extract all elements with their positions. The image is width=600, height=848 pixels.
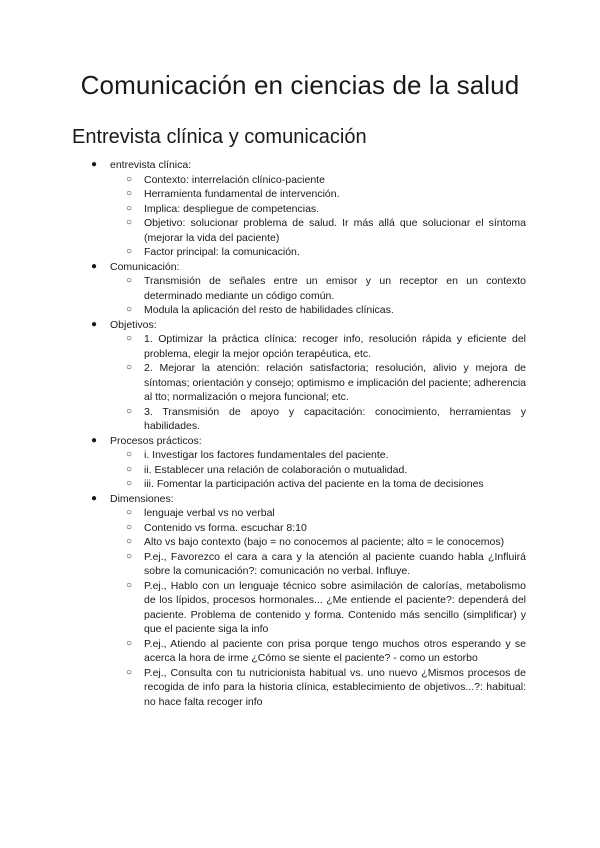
sub-list-item — [126, 274, 526, 303]
bullet-hollow-icon: ○ — [126, 666, 133, 678]
sub-item-text: 2. Mejorar la atención: relación satisfactoria; resolución, alivio y mejora de síntomas; orientación y consejo; optimismo e implicación del paciente; adherencia al tto; normalización o mejora funcional; etc. — [144, 362, 526, 403]
sub-list-item — [126, 637, 526, 666]
section-label: Dimensiones: — [110, 492, 174, 505]
bullet-hollow-icon: ○ — [126, 536, 133, 547]
sub-list-item — [126, 361, 526, 405]
bullet-filled-icon: ● — [91, 492, 98, 504]
sub-item-text: i. Investigar los factores fundamentales del paciente. — [144, 449, 389, 461]
sub-list-item — [126, 187, 526, 202]
bullet-filled-icon: ● — [91, 260, 98, 272]
sub-list — [110, 332, 600, 434]
sub-item-text: Objetivo: solucionar problema de salud. Ir más allá que solucionar el síntoma (mejorar la vida del paciente) — [144, 217, 526, 244]
sub-list — [110, 274, 600, 318]
sub-list-item — [126, 666, 526, 710]
bullet-hollow-icon: ○ — [126, 246, 133, 257]
sub-item-text: ii. Establecer una relación de colaboración o mutualidad. — [144, 463, 408, 476]
bullet-hollow-icon: ○ — [126, 550, 133, 562]
bullet-hollow-icon: ○ — [126, 521, 133, 533]
bullet-hollow-icon: ○ — [126, 449, 133, 460]
bullet-hollow-icon: ○ — [126, 405, 133, 417]
sub-item-text: P.ej., Consulta con tu nutricionista habitual vs. uno nuevo ¿Mismos procesos de recogida de info para la historia clínica, establecimiento de objetivos...?: habitual: no hace falta recoger info — [144, 666, 526, 708]
sub-item-text: Factor principal: la comunicación. — [144, 246, 300, 258]
sub-list-item — [126, 332, 526, 361]
outline-section — [0, 434, 600, 492]
section-label: Comunicación: — [110, 260, 180, 273]
bullet-hollow-icon: ○ — [126, 173, 133, 185]
outline-section — [0, 492, 600, 710]
bullet-hollow-icon: ○ — [126, 333, 133, 344]
bullet-hollow-icon: ○ — [126, 275, 133, 286]
sub-item-text: lenguaje verbal vs no verbal — [144, 507, 275, 519]
bullet-hollow-icon: ○ — [126, 637, 133, 649]
bullet-hollow-icon: ○ — [126, 304, 133, 315]
bullet-hollow-icon: ○ — [126, 463, 133, 475]
sub-item-text: Alto vs bajo contexto (bajo = no conocemos al paciente; alto = le conocemos) — [144, 536, 505, 548]
sub-list-item — [126, 245, 526, 260]
section-heading: Entrevista clínica y comunicación — [72, 126, 367, 148]
sub-item-text: Contexto: interrelación clínico-paciente — [144, 173, 325, 186]
sub-item-text: P.ej., Favorezco el cara a cara y la atención al paciente cuando habla ¿Influirá sobre la comunicación?: comunicación no verbal. Influye. — [144, 550, 526, 577]
bullet-filled-icon: ● — [91, 318, 98, 330]
sub-list-item — [126, 579, 526, 637]
sub-list — [110, 448, 600, 492]
sub-list-item — [126, 506, 526, 521]
bullet-hollow-icon: ○ — [126, 362, 133, 373]
sub-list-item — [126, 405, 526, 434]
sub-item-text: 3. Transmisión de apoyo y capacitación: conocimiento, herramientas y habilidades. — [144, 405, 526, 432]
sub-list-item — [126, 463, 526, 478]
document-title: Comunicación en ciencias de la salud — [80, 70, 520, 100]
outline-list — [0, 158, 600, 709]
sub-item-text: Herramienta fundamental de intervención. — [144, 188, 340, 200]
bullet-hollow-icon: ○ — [126, 202, 133, 214]
sub-item-text: P.ej., Atiendo al paciente con prisa porque tengo muchos otros esperando y se acerca la hora de irme ¿Cómo se siente el paciente? - como un estorbo — [144, 637, 526, 664]
sub-list-item — [126, 477, 526, 492]
bullet-hollow-icon: ○ — [126, 507, 133, 518]
sub-list — [110, 173, 600, 260]
sub-item-text: Implica: despliegue de competencias. — [144, 202, 320, 215]
sub-list-item — [126, 173, 526, 188]
section-label: Objetivos: — [110, 318, 157, 331]
sub-item-text: Transmisión de señales entre un emisor y un receptor en un contexto determinado mediante un código común. — [144, 275, 526, 302]
bullet-hollow-icon: ○ — [126, 579, 133, 591]
sub-list-item — [126, 448, 526, 463]
sub-item-text: 1. Optimizar la práctica clínica: recoger info, resolución rápida y eficiente del problema, elegir la mejor opción terapéutica, etc. — [144, 333, 526, 360]
sub-list-item — [126, 216, 526, 245]
section-label: Procesos prácticos: — [110, 434, 202, 447]
bullet-filled-icon: ● — [91, 434, 98, 446]
outline-section — [0, 260, 600, 318]
sub-item-text: Modula la aplicación del resto de habilidades clínicas. — [144, 304, 394, 316]
bullet-hollow-icon: ○ — [126, 217, 133, 228]
sub-list-item — [126, 521, 526, 536]
sub-item-text: iii. Fomentar la participación activa del paciente en la toma de decisiones — [144, 478, 484, 490]
sub-item-text: Contenido vs forma. escuchar 8:10 — [144, 521, 307, 534]
bullet-hollow-icon: ○ — [126, 188, 133, 199]
document-body — [0, 158, 600, 709]
bullet-filled-icon: ● — [91, 159, 98, 170]
sub-list-item — [126, 202, 526, 217]
sub-list — [110, 506, 600, 709]
sub-item-text: P.ej., Hablo con un lenguaje técnico sobre asimilación de calorías, metabolismo de los lípidos, procesos hormonales... ¿Me entiende el paciente?: dependerá del paciente. Problema de contenido y forma. Contenido más sencillo (simplificar) y que el paciente siga la info — [144, 579, 526, 635]
sub-list-item — [126, 303, 526, 318]
outline-section — [0, 158, 600, 260]
section-label: entrevista clínica: — [110, 159, 192, 171]
outline-section — [0, 318, 600, 434]
sub-list-item — [126, 550, 526, 579]
sub-list-item — [126, 535, 526, 550]
bullet-hollow-icon: ○ — [126, 478, 133, 489]
